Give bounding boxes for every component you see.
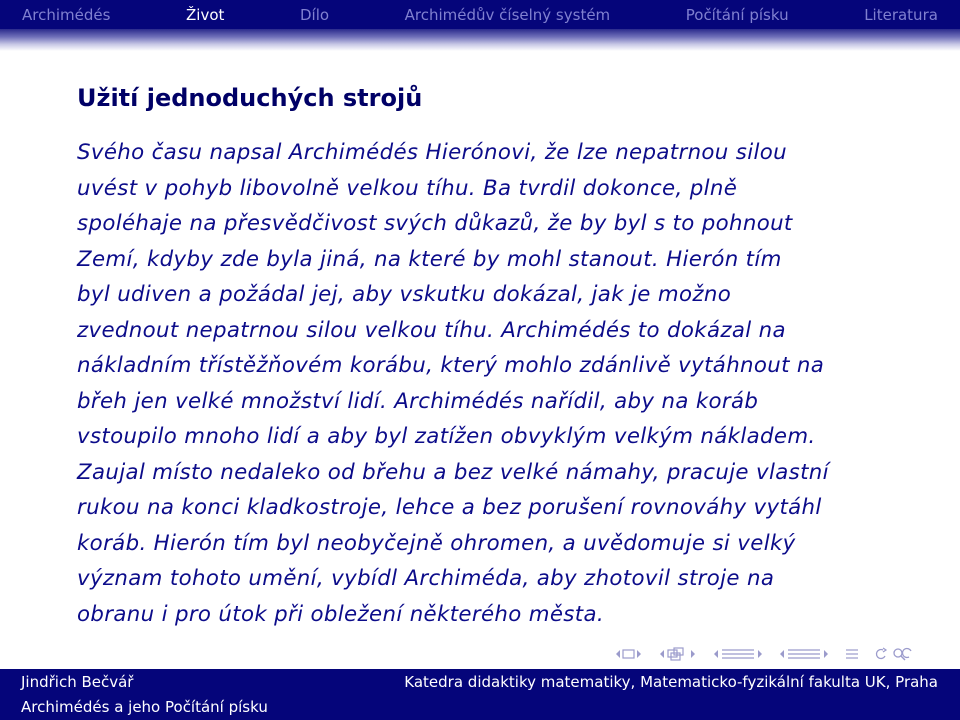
nav-search-icon[interactable] — [874, 644, 914, 664]
beamer-navigation-symbols — [614, 644, 914, 664]
nav-appendix-icon-graphic — [778, 646, 830, 662]
frame-title: Užití jednoduchých strojů — [77, 84, 423, 112]
body-text-line: byl udiven a požádal jej, aby vskutku dokázal, jak je možno — [77, 282, 732, 307]
body-text-line: uvést v pohyb libovolně velkou tíhu. Ba tvrdil dokonce, plně — [77, 175, 738, 201]
nav-item-archimedes[interactable]: Archimédés — [22, 5, 111, 24]
nav-item-zivot[interactable]: Život — [186, 5, 225, 24]
nav-item-ciselny-system[interactable]: Archimédův číselný systém — [404, 5, 611, 24]
footer-institute: Katedra didaktiky matematiky, Matematicko-fyzikální fakulta UK, Praha — [404, 673, 938, 691]
body-text-line: vstoupilo mnoho lidí a aby byl zatížen obvyklým velkým nákladem. — [77, 424, 816, 449]
frame-body-text — [77, 135, 897, 632]
nav-item-dilo[interactable]: Dílo — [299, 5, 330, 24]
body-text-line: Svého času napsal Archimédés Hierónovi, že lze nepatrnou silou — [77, 140, 787, 165]
body-text-line: rukou na konci kladkostroje, lehce a bez porušení rovnováhy vytáhl — [77, 495, 822, 520]
body-text-line: obranu i pro útok při obležení některého města. — [77, 601, 604, 627]
body-text-line: břeh jen velké množství lidí. Archimédés nařídil, aby na koráb — [77, 388, 759, 414]
body-text-line: Zemí, kdyby zde byla jiná, na které by mohl stanout. Hierón tím — [77, 246, 782, 272]
footer-bar — [0, 669, 960, 720]
nav-search-icon-graphic — [874, 646, 914, 662]
body-text-line: nákladním třístěžňovém korábu, který mohlo zdánlivě vytáhnout na — [77, 353, 825, 378]
nav-first-icon-graphic — [614, 647, 644, 661]
nav-first-icon[interactable] — [614, 644, 644, 664]
nav-align-icon-graphic — [844, 646, 860, 662]
top-navigation-shadow — [0, 29, 960, 51]
top-navigation-bar — [0, 0, 960, 29]
nav-item-pocitani-pisku[interactable]: Počítání písku — [685, 5, 789, 24]
body-text-line: spoléhaje na přesvědčivost svých důkazů, že by byl s to pohnout — [77, 211, 793, 236]
nav-align-icon[interactable] — [844, 644, 860, 664]
nav-section-icon[interactable] — [712, 644, 764, 664]
body-text-line: význam tohoto umění, vybídl Archiméda, aby zhotovil stroje na — [77, 566, 775, 591]
nav-appendix-icon[interactable] — [778, 644, 830, 664]
body-text-line: koráb. Hierón tím byl neobyčejně ohromen, a uvědomuje si velký — [77, 530, 796, 556]
body-text-line: zvednout nepatrnou silou velkou tíhu. Archimédés to dokázal na — [77, 317, 786, 343]
nav-subsection-icon[interactable] — [658, 644, 698, 664]
nav-subsection-icon-graphic — [658, 646, 698, 662]
nav-section-icon-graphic — [712, 646, 764, 662]
footer-subtitle: Archimédés a jeho Počítání písku — [21, 698, 268, 716]
footer-author: Jindřich Bečvář — [21, 673, 134, 691]
body-text-line: Zaujal místo nedaleko od břehu a bez velké námahy, pracuje vlastní — [77, 459, 829, 485]
nav-item-literatura[interactable]: Literatura — [864, 5, 938, 24]
